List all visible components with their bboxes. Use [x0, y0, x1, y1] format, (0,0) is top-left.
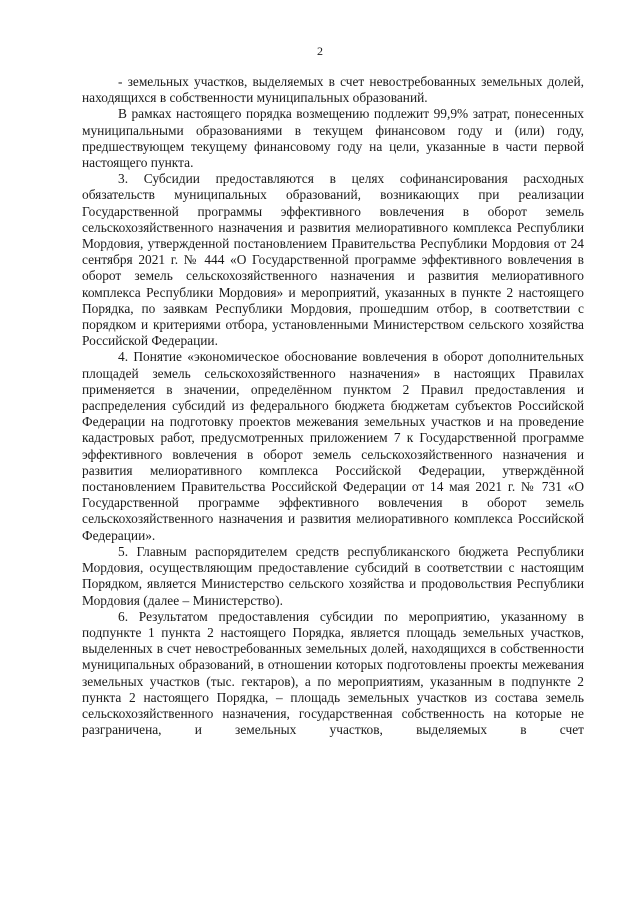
paragraph-6-subsidy-result: 6. Результатом предоставления субсидии по мероприятию, указанному в подпункте 1 пункта 2 настоящего Порядка, является площадь земельных участков, выделенных в счет невостребованных земельных долей, находящихся в собственности муниципальных образований, в отношении которых подготовлены проекты межевания земельных участков (тыс. гектаров), а по мероприятиям, указанным в подпункте 2 пункта 2 настоящего Порядка, – площадь земельных участков из состава земель сельскохозяйственного назначения, государственная собственность на которые не разграничена, и земельных участков, выделяемых в счет — [82, 608, 584, 738]
page-number: 2 — [317, 44, 323, 58]
paragraph-4-economic-justification: 4. Понятие «экономическое обоснование вовлечения в оборот дополнительных площадей земель сельскохозяйственного назначения» в настоящих Правилах применяется в значении, определённом пунктом 2 Правил предоставления и распределения субсидий из федерального бюджета бюджетам субъектов Российской Федерации на подготовку проектов межевания земельных участков и на проведение кадастровых работ, предусмотренных приложением 7 к Государственной программе эффективного вовлечения в оборот земель сельскохозяйственного назначения и развития мелиоративного комплекса Российской Федерации, утверждённой постановлением Правительства Российской Федерации от 14 мая 2021 г. № 731 «О Государственной программе эффективного вовлечения в оборот земель сельскохозяйственного назначения и развития мелиоративного комплекса Российской Федерации». — [82, 349, 584, 543]
paragraph-land-plots-item: - земельных участков, выделяемых в счет невостребованных земельных долей, находящихся в собственности муниципальных образований. — [82, 74, 584, 106]
paragraph-reimbursement: В рамках настоящего порядка возмещению подлежит 99,9% затрат, понесенных муниципальными образованиями в текущем финансовом году и (или) году, предшествующем текущему финансовому году на цели, указанные в части первой настоящего пункта. — [82, 106, 584, 171]
paragraph-5-main-administrator: 5. Главным распорядителем средств республиканского бюджета Республики Мордовия, осуществляющим предоставление субсидий в соответствии с настоящим Порядком, является Министерство сельского хозяйства и продовольствия Республики Мордовия (далее – Министерство). — [82, 543, 584, 608]
document-body — [82, 74, 584, 738]
paragraph-3-subsidies-purpose: 3. Субсидии предоставляются в целях софинансирования расходных обязательств муниципальных образований, возникающих при реализации Государственной программы эффективного вовлечения в оборот земель сельскохозяйственного назначения и развития мелиоративного комплекса Республики Мордовия, утвержденной постановлением Правительства Республики Мордовия от 24 сентября 2021 г. № 444 «О Государственной программе эффективного вовлечения в оборот земель сельскохозяйственного назначения и развития мелиоративного комплекса Республики Мордовия» и мероприятий, указанных в пункте 2 настоящего Порядка, по заявкам Республики Мордовия, прошедшим отбор, в соответствии с порядком и критериями отбора, установленными Министерством сельского хозяйства Российской Федерации. — [82, 171, 584, 349]
